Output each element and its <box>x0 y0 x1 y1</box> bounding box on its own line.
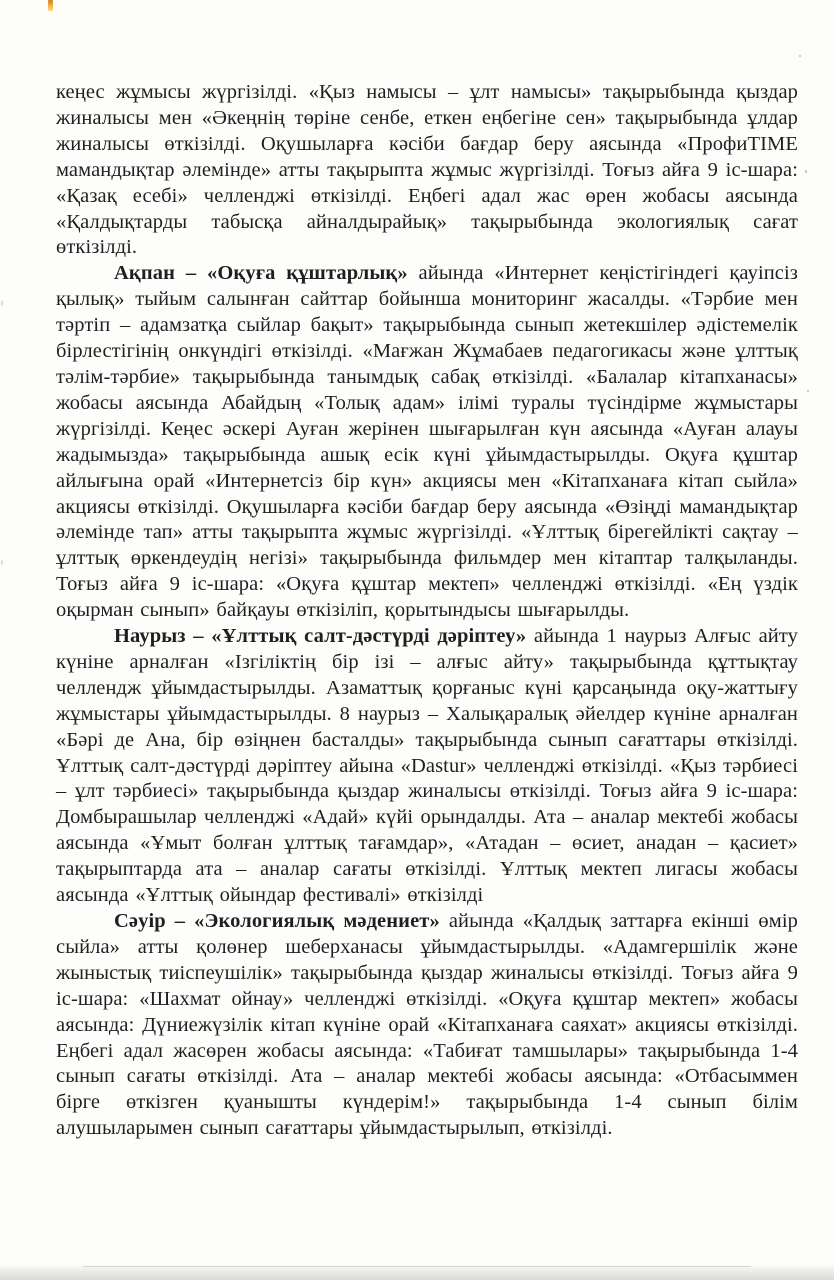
scan-speck <box>1 560 3 565</box>
month-heading-april: Сәуір – «Экологиялық мәдениет» <box>114 910 440 932</box>
scan-speck <box>805 170 807 173</box>
scan-bottom-shadow <box>0 1264 834 1280</box>
paragraph-february <box>56 261 798 624</box>
paragraph-body: кеңес жұмысы жүргізілді. «Қыз намысы – ұлт намысы» тақырыбында қыздар жиналысы мен «Әкеңнің төріне сенбе, еткен еңбегіне сен» тақырыбында ұлдар жиналысы өткізілді. Оқушыларға кәсіби бағдар беру аясында «ПрофиTIME мамандықтар әлемінде» атты тақырыпта жұмыс жүргізілді. Тоғыз айға 9 іс-шара: «Қазақ есебі» челленджі өткізілді. Еңбегі адал жас өрен жобасы аясында «Қалдықтарды табысқа айналдырайық» тақырыбында экологиялық сағат өткізілді. <box>56 81 798 259</box>
paragraph-january-continuation <box>56 80 798 261</box>
paragraph-body: айында «Қалдық заттарға екінші өмір сыйла» атты қолөнер шеберханасы ұйымдастырылды. «Адамгершілік және жыныстық тиіспеушілік» тақырыбында қыздар жиналысы өткізілді. Тоғыз айға 9 іс-шара: «Шахмат ойнау» челленджі өткізілді. «Оқуға құштар мектеп» жобасы аясында: Дүниежүзілік кітап күніне орай «Кітапханаға саяхат» акциясы өткізілді. Еңбегі адал жасөрен жобасы аясында: «Табиғат тамшылары» тақырыбында 1-4 сынып сағаты өткізілді. Ата – аналар мектебі жобасы аясында: «Отбасыммен бірге өткізген қуанышты күндерім!» тақырыбында 1-4 сынып білім алушыларымен сынып сағаттары ұйымдастырылып, өткізілді. <box>56 910 798 1140</box>
paragraph-body: айында «Интернет кеңістігіндегі қауіпсіз қылық» тыйым салынған сайттар бойынша мониторинг жасалды. «Тәрбие мен тәртіп – адамзатқа сыйлар бақыт» тақырыбында сынып жетекшілер әдістемелік бірлестігінің онкүндігі өткізілді. «Мағжан Жұмабаев педагогикасы және ұлттық тәлім-тәрбие» тақырыбында танымдық сабақ өткізілді. «Балалар кітапханасы» жобасы аясында Абайдың «Толық адам» ілімі туралы түсіндірме жұмыстары жүргізілді. Кеңес әскері Ауған жерінен шығарылған күн аясында «Ауған алауы жадымызда» тақырыбында ашық есік күні ұйымдастырылды. Оқуға құштар айлығына орай «Интернетсіз бір күн» акциясы мен «Кітапханаға кітап сыйла» акциясы өткізілді. Оқушыларға кәсіби бағдар беру аясында «Өзіңді мамандықтар әлемінде тап» атты тақырыпта жұмыс жүргізілді. «Ұлттық бірегейлікті сақтау – ұлттық өркендеудің негізі» тақырыбында фильмдер мен кітаптар талқыланды. Тоғыз айға 9 іс-шара: «Оқуға құштар мектеп» челленджі өткізілді. «Ең үздік оқырман сынып» байқауы өткізіліп, қорытындысы шығарылды. <box>56 262 798 622</box>
scan-speck <box>807 390 809 392</box>
scan-speck <box>1 300 3 306</box>
document-text-block <box>56 80 798 1142</box>
scan-speck <box>799 55 801 57</box>
paragraph-april <box>56 909 798 1142</box>
paragraph-body: айында 1 наурыз Алғыс айту күніне арналған «Ізгіліктің бір ізі – алғыс айту» тақырыбында құттықтау челлендж ұйымдастырылды. Азаматтық қорғаныс күні қарсаңында оқу-жаттығу жұмыстары ұйымдастырылды. 8 наурыз – Халықаралық әйелдер күніне арналған «Бәрі де Ана, бір өзіңнен басталды» тақырыбында сынып сағаттары өткізілді. Ұлттық салт-дәстүрді дәріптеу айына «Dastur» челленджі өткізілді. «Қыз тәрбиесі – ұлт тәрбиесі» тақырыбында қыздар жиналысы өткізілді. Тоғыз айға 9 іс-шара: Домбырашылар челленджі «Адай» күйі орындалды. Ата – аналар мектебі жобасы аясында «Ұмыт болған ұлттық тағамдар», «Атадан – өсиет, анадан – қасиет» тақырыптарда ата – аналар сағаты өткізілді. Ұлттық мектеп лигасы жобасы аясында «Ұлттық ойындар фестивалі» өткізілді <box>56 625 798 907</box>
scan-corner-mark <box>48 0 53 11</box>
month-heading-february: Ақпан – «Оқуға құштарлық» <box>114 262 408 285</box>
paragraph-march <box>56 624 798 909</box>
month-heading-march: Наурыз – «Ұлттық салт-дәстүрді дәріптеу» <box>114 625 527 648</box>
